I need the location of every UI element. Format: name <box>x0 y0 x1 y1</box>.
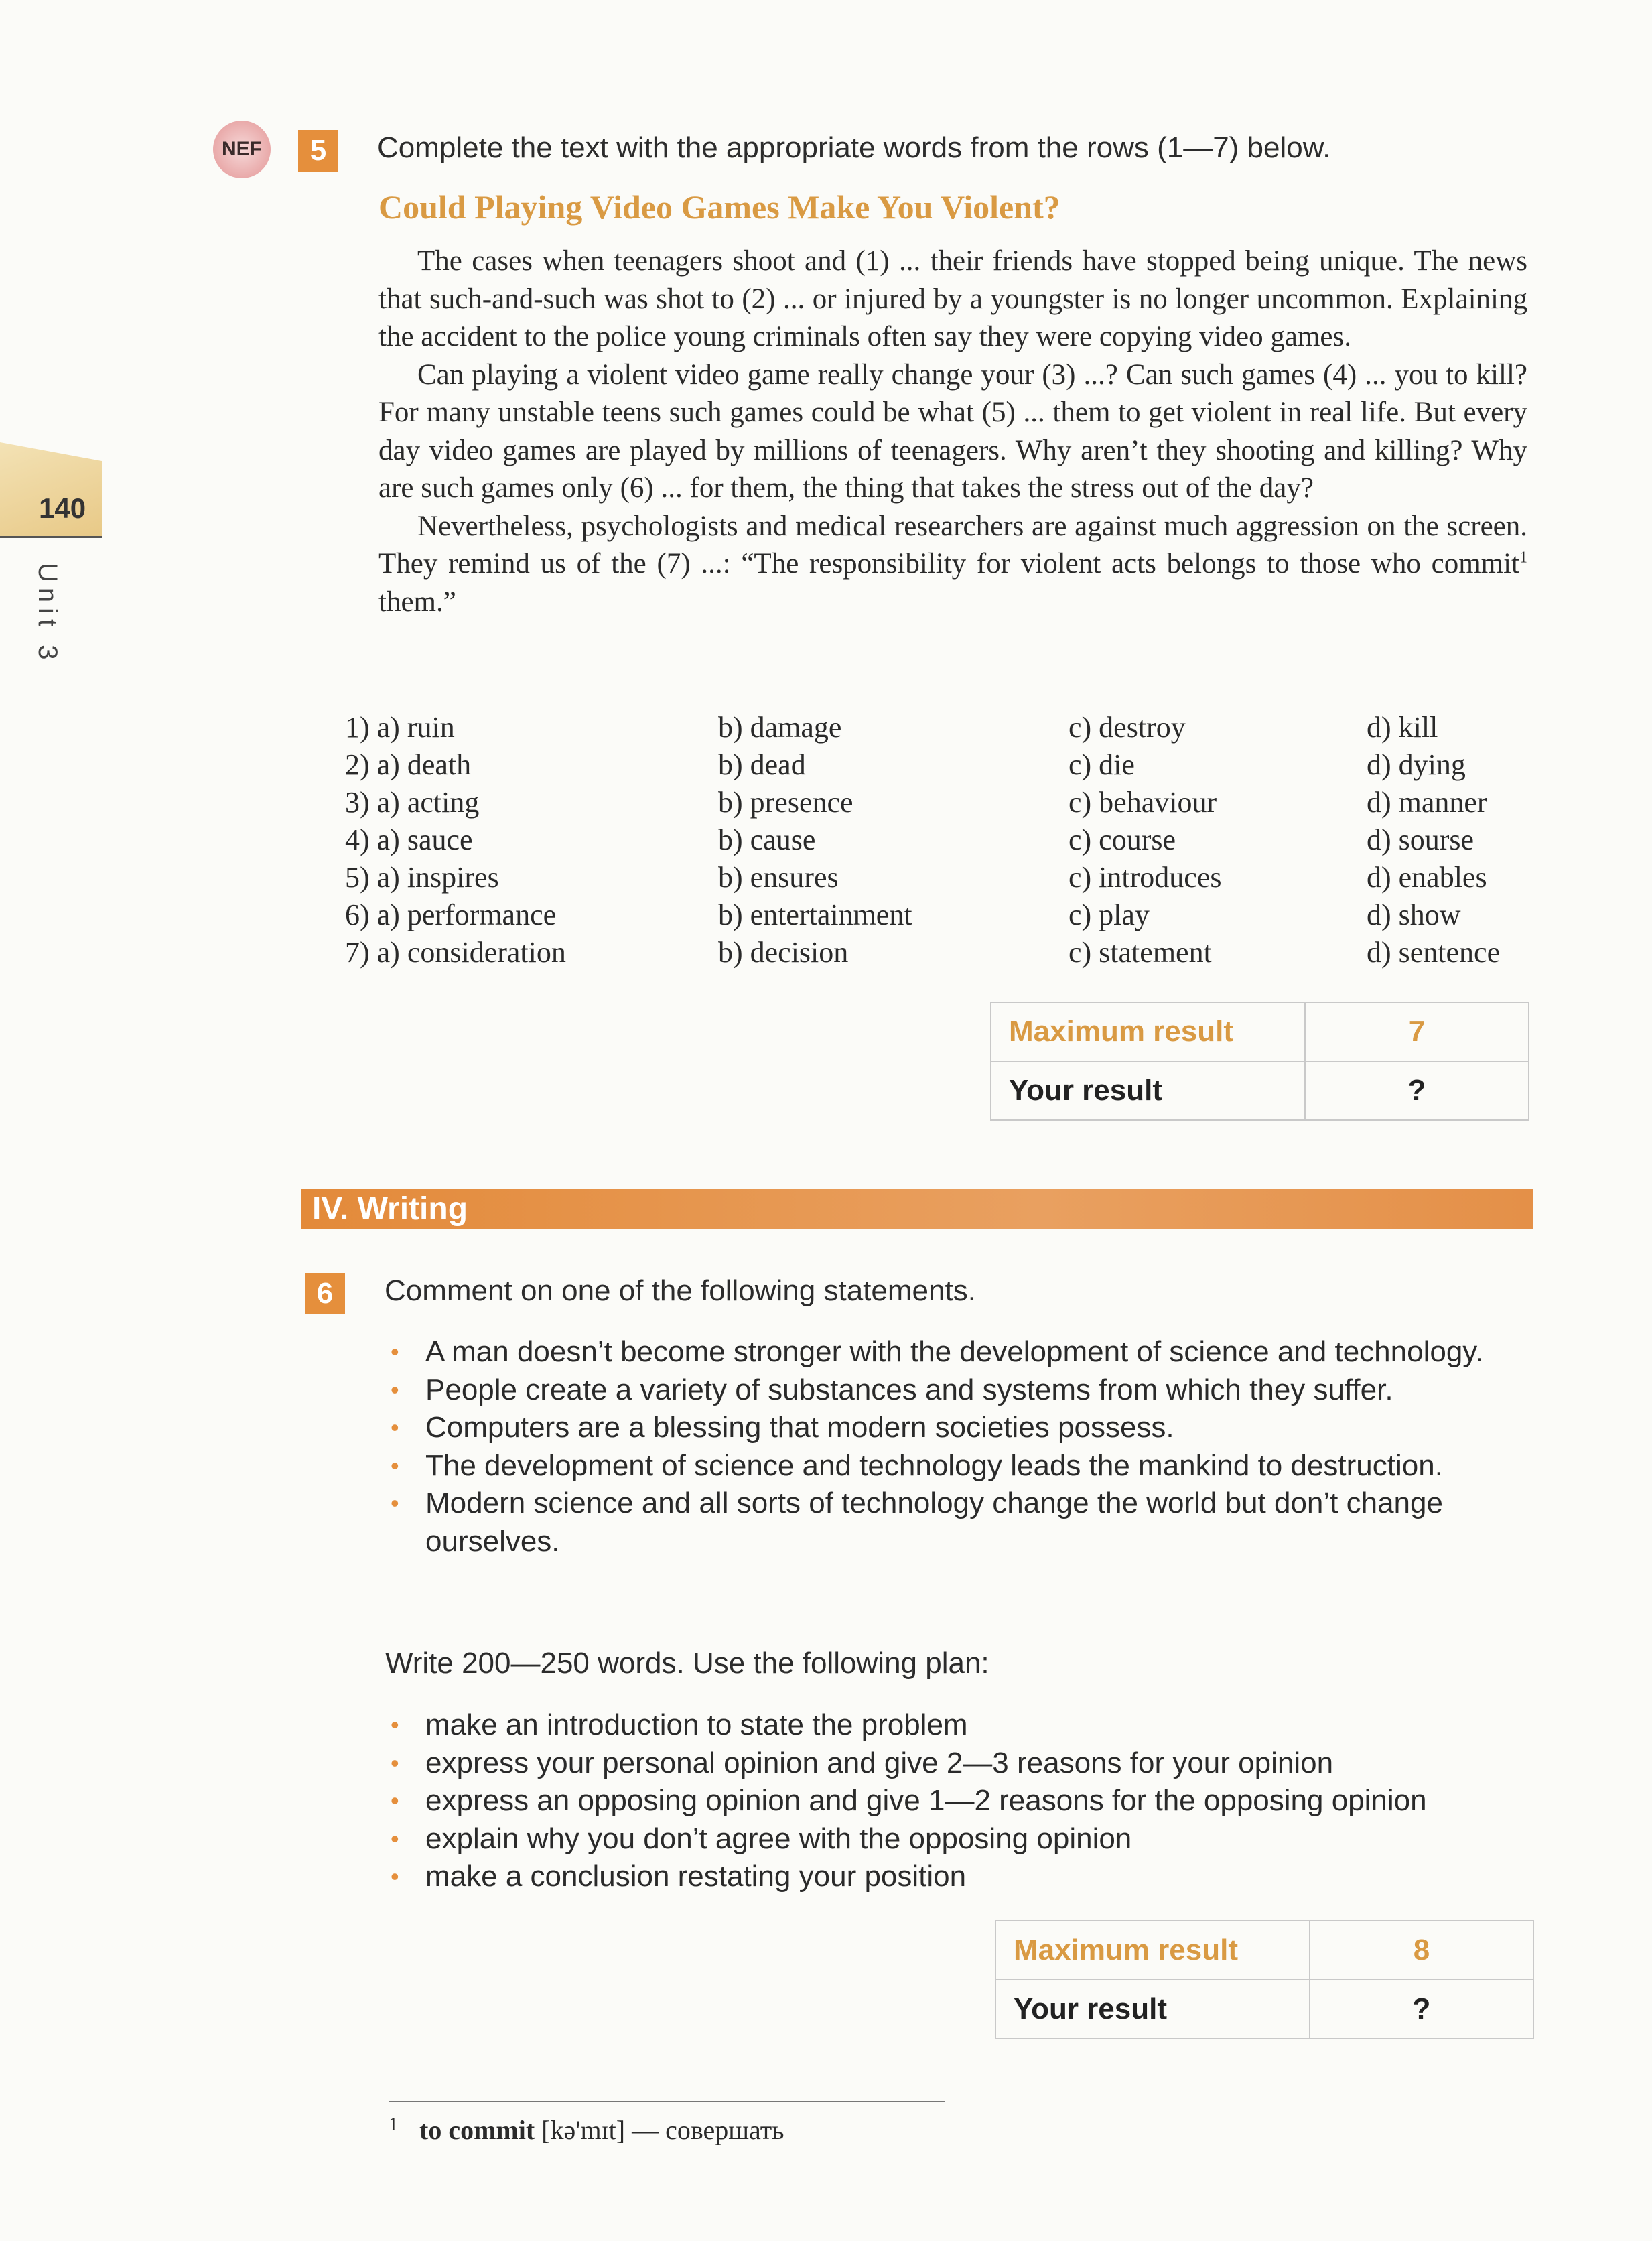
your-result-row <box>995 1980 1533 2039</box>
paragraph <box>378 508 1527 622</box>
list-item: • make a conclusion restating your position <box>385 1858 1534 1896</box>
plan-intro: Write 200—250 words. Use the following plan: <box>385 1647 989 1680</box>
option-b: b) entertainment <box>718 898 912 931</box>
option-c: c) introduces <box>1069 861 1222 894</box>
option-d: d) dying <box>1367 748 1466 781</box>
option-a: 4) a) sauce <box>345 823 473 856</box>
reading-text <box>378 243 1527 621</box>
list-item: • make an introduction to state the problem <box>385 1706 1534 1745</box>
option-a: 6) a) performance <box>345 898 557 931</box>
bullet-icon: • <box>391 1749 399 1777</box>
option-d: d) kill <box>1367 711 1438 744</box>
option-a: 1) a) ruin <box>345 711 455 744</box>
max-result-label: Maximum result <box>991 1002 1305 1061</box>
exercise-number-badge: 6 <box>305 1273 345 1314</box>
option-d: d) sourse <box>1367 823 1474 856</box>
your-result-value: ? <box>1305 1061 1529 1120</box>
section-banner: IV. Writing <box>301 1189 1533 1229</box>
exercise-number-badge: 5 <box>298 130 338 172</box>
result-table <box>990 1002 1529 1121</box>
option-b: b) presence <box>718 786 853 819</box>
option-d: d) manner <box>1367 786 1487 819</box>
max-result-row <box>995 1921 1533 1980</box>
option-c: c) destroy <box>1069 711 1186 744</box>
option-d: d) show <box>1367 898 1461 931</box>
max-result-value: 8 <box>1310 1921 1533 1980</box>
bullet-icon: • <box>391 1489 399 1517</box>
side-divider <box>0 536 102 538</box>
list-item: • express your personal opinion and give 2—3 reasons for your opinion <box>385 1745 1534 1783</box>
paragraph: The cases when teenagers shoot and (1) ... their friends have stopped being unique. The news that such-and-such was shot to (2) ... or injured by a youngster is no longer uncommon. Explaining the accident to the police young criminals often say they were copying video games. <box>378 245 1527 352</box>
option-c: c) behaviour <box>1069 786 1217 819</box>
bullet-icon: • <box>391 1787 399 1814</box>
footnote <box>389 2114 784 2146</box>
bullet-icon: • <box>391 1824 399 1852</box>
footnote-marker: 1 <box>1519 549 1527 567</box>
text-title: Could Playing Video Games Make You Violent? <box>378 188 1060 226</box>
option-a: 5) a) inspires <box>345 861 499 894</box>
your-result-row <box>991 1061 1529 1120</box>
your-result-value: ? <box>1310 1980 1533 2039</box>
bullet-icon: • <box>391 1451 399 1479</box>
option-d: d) enables <box>1367 861 1487 894</box>
list-item: • Computers are a blessing that modern societies possess. <box>385 1409 1534 1447</box>
option-b: b) ensures <box>718 861 839 894</box>
paragraph-text: them.” <box>378 586 456 618</box>
option-a: 3) a) acting <box>345 786 480 819</box>
footnote-divider <box>389 2101 945 2102</box>
option-b: b) dead <box>718 748 806 781</box>
statements-list <box>385 1333 1534 1560</box>
list-item: • explain why you don’t agree with the opposing opinion <box>385 1820 1534 1858</box>
option-c: c) die <box>1069 748 1135 781</box>
option-b: b) cause <box>718 823 816 856</box>
paragraph-text: Nevertheless, psychologists and medical researchers are against much aggression on the screen. They remind us of the (7) ...: “The responsibility for violent acts belongs to those who commit <box>378 510 1527 580</box>
list-item: • Modern science and all sorts of technology change the world but don’t change ourselves. <box>385 1485 1534 1560</box>
list-item: • The development of science and technology leads the mankind to destruction. <box>385 1447 1534 1485</box>
option-b: b) damage <box>718 711 842 744</box>
footnote-mark: 1 <box>389 2114 398 2135</box>
max-result-value: 7 <box>1305 1002 1529 1061</box>
list-item: • express an opposing opinion and give 1—2 reasons for the opposing opinion <box>385 1782 1534 1820</box>
your-result-label: Your result <box>991 1061 1305 1120</box>
list-item: • A man doesn’t become stronger with the development of science and technology. <box>385 1333 1534 1371</box>
plan-list <box>385 1706 1534 1896</box>
option-a: 2) a) death <box>345 748 472 781</box>
nef-badge-icon: NEF <box>213 121 271 178</box>
your-result-label: Your result <box>995 1980 1310 2039</box>
option-c: c) play <box>1069 898 1150 931</box>
bullet-icon: • <box>391 1375 399 1404</box>
footnote-term: to commit <box>419 2115 535 2145</box>
exercise-instruction: Comment on one of the following statements. <box>385 1274 976 1307</box>
footnote-definition: [kə'mɪt] — совершать <box>535 2115 784 2145</box>
option-a: 7) a) consideration <box>345 936 566 969</box>
bullet-icon: • <box>391 1862 399 1890</box>
result-table <box>995 1920 1534 2039</box>
unit-label: Unit 3 <box>33 563 62 665</box>
option-c: c) course <box>1069 823 1176 856</box>
max-result-row <box>991 1002 1529 1061</box>
bullet-icon: • <box>391 1711 399 1739</box>
option-b: b) decision <box>718 936 849 969</box>
list-item: • People create a variety of substances and systems from which they suffer. <box>385 1371 1534 1410</box>
option-c: c) statement <box>1069 936 1212 969</box>
bullet-icon: • <box>391 1414 399 1441</box>
exercise-instruction: Complete the text with the appropriate words from the rows (1—7) below. <box>377 131 1331 164</box>
paragraph: Can playing a violent video game really change your (3) ...? Can such games (4) ... you to kill? For many unstable teens such games could be what (5) ... them to get violent in real life. But every day video games are played by millions of teenagers. Why aren’t they shooting and killing? Why are such games only (6) ... for them, the thing that takes the stress out of the day? <box>378 358 1527 504</box>
bullet-icon: • <box>391 1338 399 1365</box>
page-number: 140 <box>39 492 86 524</box>
max-result-label: Maximum result <box>995 1921 1310 1980</box>
option-d: d) sentence <box>1367 936 1501 969</box>
